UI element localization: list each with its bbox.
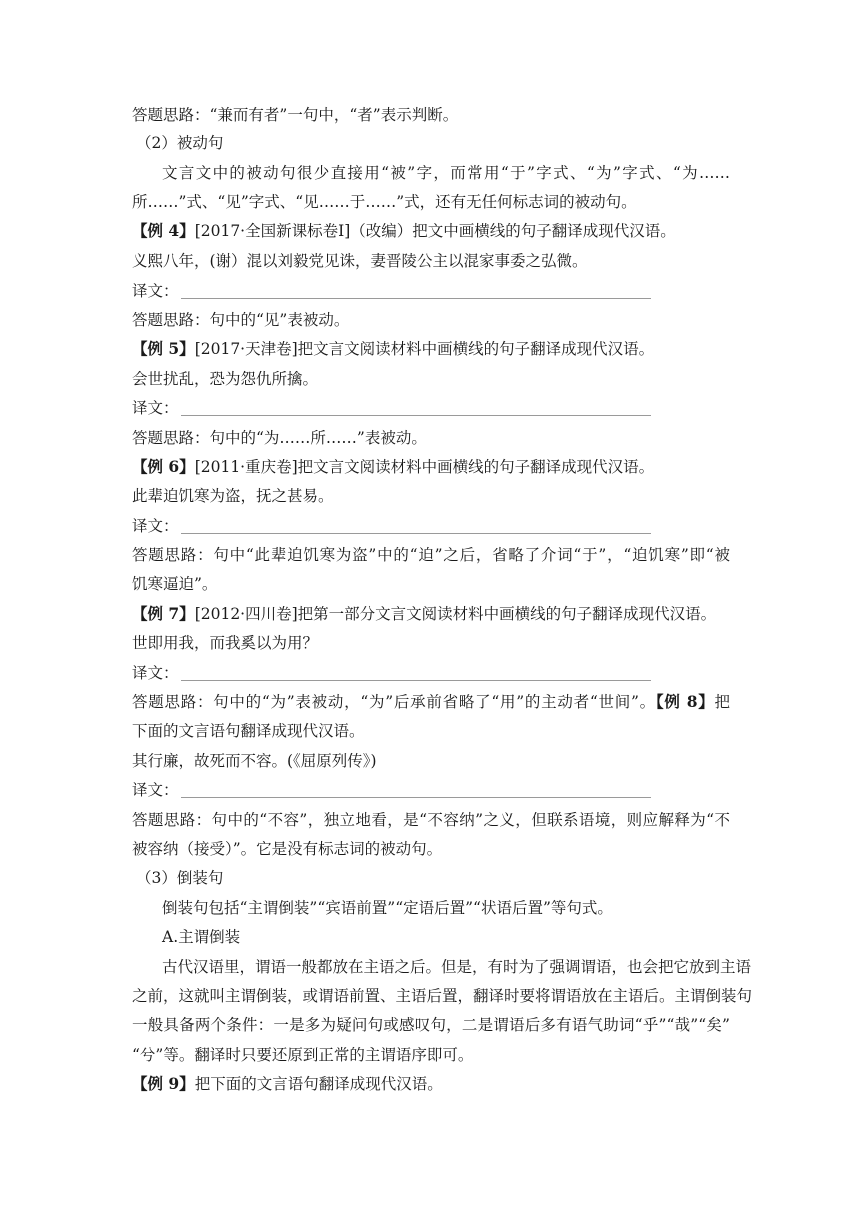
paragraph-passive-1: 文言文中的被动句很少直接用“被”字，而常用“于”字式、“为”字式、“为…… [162, 164, 730, 182]
example-8-text: 下面的文言语句翻译成现代汉语。 [132, 722, 365, 740]
translation-label: 译文： [132, 781, 179, 799]
example-4-sentence: 义熙八年，(谢）混以刘毅党见诛，妻晋陵公主以混家事委之弘微。 [132, 252, 588, 270]
translation-blank[interactable] [181, 796, 651, 798]
translation-line-2 [132, 397, 732, 419]
answer-idea-7-text: 答题思路：句中的“为”表被动，“为”后承前省略了“用”的主动者“世间”。 [132, 693, 656, 711]
answer-idea-4: 答题思路：句中的“见”表被动。 [132, 311, 350, 329]
translation-blank[interactable] [181, 297, 651, 299]
translation-blank[interactable] [181, 532, 651, 534]
translation-line-3 [132, 515, 732, 537]
answer-idea-6a: 答题思路：句中“此辈迫饥寒为盗”中的“迫”之后，省略了介词“于”，“迫饥寒”即“被 [132, 546, 730, 564]
answer-idea-8a: 答题思路：句中的“不容”，独立地看，是“不容纳”之义，但联系语境，则应解释为“不 [132, 811, 730, 829]
example-7 [132, 603, 732, 625]
example-4-tag: 【例 4】 [132, 221, 195, 240]
translation-blank[interactable] [181, 414, 651, 416]
translation-label: 译文： [132, 399, 179, 417]
paragraph-sp-3: 一般具备两个条件：一是多为疑问句或感叹句，二是谓语后多有语气助词“乎”“哉”“矣” [132, 1016, 730, 1034]
example-6-sentence: 此辈迫饥寒为盗，抚之甚易。 [132, 487, 334, 505]
translation-label: 译文： [132, 517, 179, 535]
translation-line-5 [132, 779, 732, 801]
answer-idea-1: 答题思路：“兼而有者”一句中，“者”表示判断。 [132, 106, 459, 124]
translation-line-1 [132, 280, 732, 302]
translation-line-4 [132, 662, 732, 684]
example-8-text-start: 把 [714, 693, 730, 711]
example-7-sentence: 世即用我，而我奚以为用？ [132, 634, 319, 652]
example-7-tag: 【例 7】 [132, 604, 195, 623]
subheading-subject-predicate: A.主谓倒装 [162, 928, 241, 946]
example-5-tag: 【例 5】 [132, 339, 195, 358]
answer-idea-5: 答题思路：句中的“为……所……”表被动。 [132, 429, 427, 447]
example-5 [132, 338, 732, 360]
section-heading-passive: （2）被动句 [136, 134, 224, 152]
example-8-tag: 【例 8】 [655, 692, 715, 711]
example-9 [132, 1073, 732, 1095]
example-8-sentence: 其行廉，故死而不容。(《屈原列传》) [132, 752, 377, 770]
translation-label: 译文： [132, 282, 179, 300]
paragraph-sp-1: 古代汉语里，谓语一般都放在主语之后。但是，有时为了强调谓语，也会把它放到主语 [162, 958, 752, 976]
example-6 [132, 456, 732, 478]
paragraph-passive-2: 所……”式、“见”字式、“见……于……”式，还有无任何标志词的被动句。 [132, 193, 637, 211]
translation-blank[interactable] [181, 679, 651, 681]
answer-idea-8b: 被容纳（接受）”。它是没有标志词的被动句。 [132, 840, 443, 858]
answer-idea-6b: 饥寒逼迫”。 [132, 575, 218, 593]
answer-idea-7 [132, 691, 730, 713]
example-4-text: [2017·全国新课标卷Ⅰ]（改编）把文中画横线的句子翻译成现代汉语。 [194, 222, 676, 240]
translation-label: 译文： [132, 664, 179, 682]
example-9-text: 把下面的文言语句翻译成现代汉语。 [194, 1075, 443, 1093]
section-heading-inversion: （3）倒装句 [136, 869, 224, 887]
example-9-tag: 【例 9】 [132, 1074, 195, 1093]
example-4 [132, 220, 732, 242]
example-5-sentence: 会世扰乱，恐为怨仇所擒。 [132, 370, 319, 388]
example-6-text: [2011·重庆卷]把文言文阅读材料中画横线的句子翻译成现代汉语。 [194, 458, 655, 476]
example-7-text: [2012·四川卷]把第一部分文言文阅读材料中画横线的句子翻译成现代汉语。 [194, 605, 717, 623]
paragraph-sp-2: 之前，这就叫主谓倒装，或谓语前置、主语后置，翻译时要将谓语放在主语后。主谓倒装句 [132, 987, 753, 1005]
paragraph-sp-4: “兮”等。翻译时只要还原到正常的主谓语序即可。 [132, 1046, 474, 1064]
paragraph-inversion: 倒装句包括“主谓倒装”“宾语前置”“定语后置”“状语后置”等句式。 [162, 899, 613, 917]
example-6-tag: 【例 6】 [132, 457, 195, 476]
example-5-text: [2017·天津卷]把文言文阅读材料中画横线的句子翻译成现代汉语。 [194, 340, 655, 358]
